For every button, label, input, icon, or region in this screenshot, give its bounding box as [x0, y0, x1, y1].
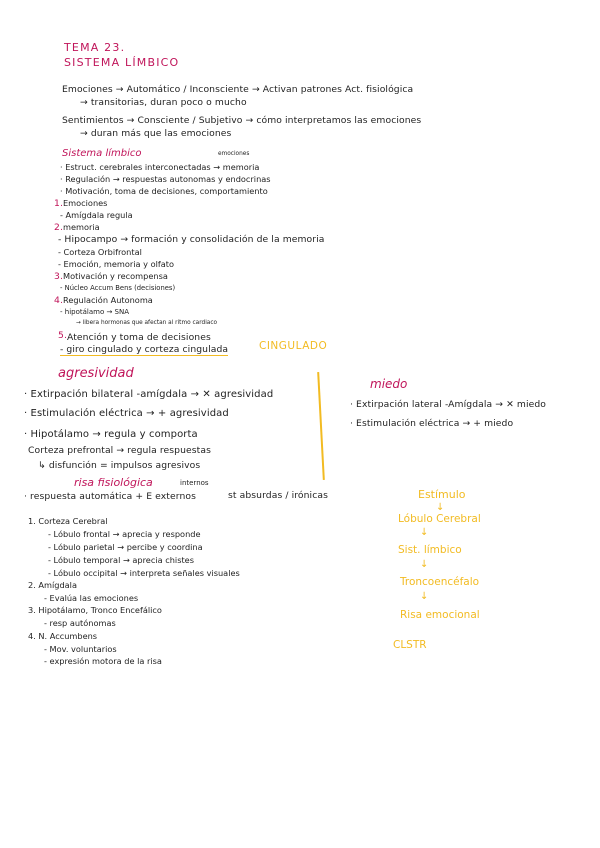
risa-list-sub: - expresión motora de la risa — [44, 656, 162, 666]
section-number: 5. — [58, 330, 67, 341]
section-label: Atención y toma de decisiones — [67, 332, 211, 343]
intro-sentimientos: Sentimientos → Consciente / Subjetivo → cómo interpretamos las emociones — [62, 115, 422, 126]
section-label: Regulación Autonoma — [63, 295, 153, 305]
agresividad-item: Corteza prefrontal → regula respuestas — [28, 445, 211, 456]
tema-subtitle: SISTEMA LÍMBICO — [64, 56, 180, 69]
limbico-item: · Regulación → respuestas autonomas y endocrinas — [60, 174, 271, 184]
section-number: 2. — [54, 222, 63, 233]
flow-arrow-icon: ↓ — [420, 527, 429, 538]
section-sub: - Hipocampo → formación y consolidación de la memoria — [58, 234, 325, 245]
risa-list-sub: - resp autónomas — [44, 618, 116, 628]
flow-arrow-icon: ↓ — [436, 502, 445, 513]
risa-list-sub: - Mov. voluntarios — [44, 644, 117, 654]
risa-line-extra: st absurdas / irónicas — [228, 490, 328, 501]
risa-list-item: 3. Hipotálamo, Tronco Encefálico — [28, 605, 162, 615]
miedo-item: · Extirpación lateral -Amígdala → ✕ miedo — [350, 399, 547, 410]
agresividad-item: · Extirpación bilateral -amígdala → ✕ agresividad — [24, 389, 274, 400]
section-sub-cingulado: - giro cingulado y corteza cingulada — [60, 344, 229, 355]
cingulado-label: CINGULADO — [259, 340, 328, 352]
risa-list-sub: - Lóbulo parietal → percibe y coordina — [48, 542, 203, 552]
flow-step: Estímulo — [418, 488, 466, 501]
section-number: 3. — [54, 271, 63, 282]
risa-list-item: 1. Corteza Cerebral — [28, 516, 108, 526]
limbico-item: · Estruct. cerebrales interconectadas → memoria — [60, 162, 260, 172]
risa-list-item: 4. N. Accumbens — [28, 631, 98, 641]
divider-line — [317, 372, 325, 480]
flow-arrow-icon: ↓ — [420, 559, 429, 570]
risa-list-sub: - Lóbulo occipital → interpreta señales visuales — [48, 568, 240, 578]
agresividad-heading: agresividad — [58, 366, 134, 381]
risa-list-sub: - Lóbulo temporal → aprecia chistes — [48, 555, 194, 565]
agresividad-item: · Hipotálamo → regula y comporta — [24, 429, 198, 440]
section-note: → libera hormonas que afectan al ritmo cardiaco — [76, 320, 218, 326]
flow-arrow-icon: ↓ — [420, 591, 429, 602]
risa-list-item: 2. Amígdala — [28, 580, 77, 590]
section-sub: - Corteza Orbifrontal — [58, 247, 142, 257]
section-sub: - hipotálamo → SNA — [60, 308, 130, 316]
limbico-note-emociones: emociones — [218, 151, 250, 157]
intro-sentimientos-cont: → duran más que las emociones — [80, 128, 232, 139]
risa-list-sub: - Lóbulo frontal → aprecia y responde — [48, 529, 201, 539]
section-label: Emociones — [63, 198, 108, 208]
agresividad-item: ↳ disfunción = impulsos agresivos — [38, 460, 201, 471]
section-sub: - Emoción, memoria y olfato — [58, 259, 175, 269]
limbico-item: · Motivación, toma de decisiones, comportamiento — [60, 186, 268, 196]
risa-note-internos: internos — [180, 479, 209, 487]
tema-title: TEMA 23. — [64, 41, 126, 54]
section-number: 4. — [54, 295, 63, 306]
miedo-heading: miedo — [370, 377, 408, 391]
risa-line: · respuesta automática + E externos — [24, 491, 196, 502]
risa-list-sub: - Evalúa las emociones — [44, 593, 139, 603]
section-sub: - Amígdala regula — [60, 210, 133, 220]
risa-heading: risa fisiológica — [74, 476, 153, 489]
flow-step: Troncoencéfalo — [400, 576, 480, 588]
section-number: 1. — [54, 198, 63, 209]
section-label: Motivación y recompensa — [63, 271, 168, 281]
agresividad-item: · Estimulación eléctrica → + agresividad — [24, 408, 229, 419]
limbico-heading: Sistema límbico — [62, 148, 142, 159]
miedo-item: · Estimulación eléctrica → + miedo — [350, 418, 514, 429]
intro-emociones: Emociones → Automático / Inconsciente → Activan patrones Act. fisiológica — [62, 84, 414, 95]
flow-step: Lóbulo Cerebral — [398, 513, 481, 525]
flow-footer: CLSTR — [393, 639, 427, 651]
section-sub: - Núcleo Accum Bens (decisiones) — [60, 284, 176, 292]
section-label: memoria — [63, 222, 100, 232]
flow-step: Sist. límbico — [398, 544, 462, 556]
intro-emociones-cont: → transitorias, duran poco o mucho — [80, 97, 247, 108]
flow-step: Risa emocional — [400, 609, 480, 621]
